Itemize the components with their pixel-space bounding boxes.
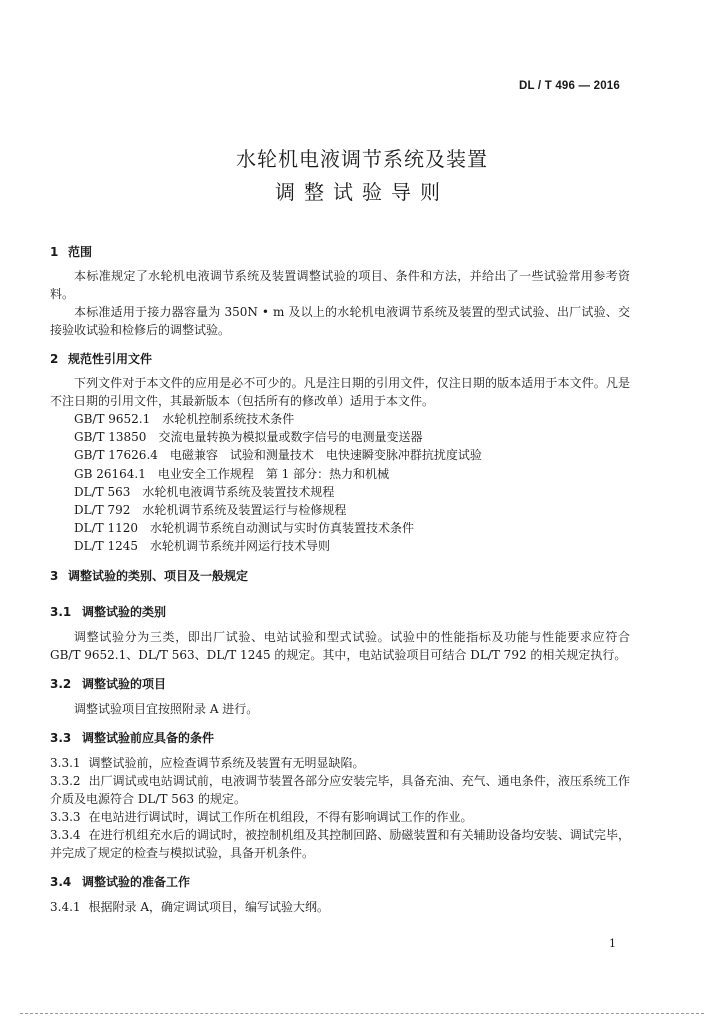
reference-item: DL/T 1120 水轮机调节系统自动测试与实时仿真装置技术条件 (74, 521, 414, 536)
section-title: 调整试验的项目 (82, 676, 167, 691)
paragraph: 调整试验分为三类，即出厂试验、电站试验和型式试验。试验中的性能指标及功能与性能要求应符合 GB/T 9652.1、DL/T 563、DL/T 1245 的规定。其中，电站试验项目可结合 DL/T 792 的相关规定执行。 (50, 629, 630, 662)
reference-item: GB/T 13850 交流电量转换为模拟量或数字信号的电测量变送器 (74, 430, 423, 445)
section-3-2-heading (50, 675, 630, 692)
clause (50, 754, 630, 772)
clause-text: 出厂调试或电站调试前，电液调节装置各部分应安装完毕，具备充油、充气、通电条件，液压系统工作介质及电源符合 DL/T 563 的规定。 (50, 773, 630, 806)
clause (50, 772, 630, 808)
clause-number: 3.4.1 (50, 899, 81, 914)
section-title: 调整试验前应具备的条件 (82, 730, 215, 745)
section-number: 2 (50, 352, 59, 366)
clause-text: 调整试验前，应检查调节系统及装置有无明显缺陷。 (88, 755, 365, 770)
section-number: 3.3 (50, 730, 72, 745)
clause-number: 3.3.1 (50, 755, 81, 770)
section-number: 3 (50, 568, 59, 583)
paragraph: 本标准适用于接力器容量为 350N • m 及以上的水轮机电液调节系统及装置的型式试验、出厂试验、交接验收试验和检修后的调整试验。 (50, 305, 630, 337)
clause (50, 898, 630, 916)
section-title: 调整试验的类别、项目及一般规定 (68, 568, 249, 583)
reference-item: DL/T 563 水轮机电液调节系统及装置技术规程 (74, 484, 335, 499)
section-2-heading (50, 350, 630, 367)
clause-number: 3.3.4 (50, 827, 81, 842)
reference-item: GB 26164.1 电业安全工作规程 第 1 部分：热力和机械 (74, 466, 390, 481)
document-body (50, 243, 630, 916)
section-3-4-heading (50, 873, 630, 890)
section-3-heading (50, 567, 630, 584)
page-number: 1 (609, 937, 616, 950)
clause-text: 根据附录 A，确定调试项目，编写试验大纲。 (88, 899, 330, 914)
reference-item: DL/T 1245 水轮机调节系统并网运行技术导则 (74, 539, 330, 554)
page-bottom-divider (20, 1013, 704, 1014)
reference-item: GB/T 9652.1 水轮机控制系统技术条件 (74, 412, 295, 426)
paragraph: 本标准规定了水轮机电液调节系统及装置调整试验的项目、条件和方法，并给出了一些试验常用参考资料。 (50, 269, 630, 301)
section-3-1-heading (50, 603, 630, 620)
section-title: 调整试验的准备工作 (82, 874, 191, 889)
section-number: 3.1 (50, 604, 72, 619)
clause-number: 3.3.3 (50, 809, 81, 824)
clause-number: 3.3.2 (50, 773, 81, 788)
standard-code: DL / T 496 — 2016 (519, 80, 620, 92)
clause-text: 在电站进行调试时，调试工作所在机组段，不得有影响调试工作的作业。 (88, 809, 473, 824)
clause-text: 在进行机组充水后的调试时，被控制机组及其控制回路、励磁装置和有关辅助设备均安装、调试完毕，并完成了规定的检查与模拟试验，具备开机条件。 (50, 827, 630, 860)
section-title: 调整试验的类别 (82, 604, 167, 619)
document-subtitle: 调整试验导则 (275, 180, 449, 204)
reference-item: GB/T 17626.4 电磁兼容 试验和测量技术 电快速瞬变脉冲群抗扰度试验 (74, 448, 482, 463)
paragraph: 调整试验项目宜按照附录 A 进行。 (74, 701, 259, 716)
reference-item: DL/T 792 水轮机调节系统及装置运行与检修规程 (74, 503, 347, 518)
section-3-3-heading (50, 729, 630, 746)
section-number: 3.4 (50, 874, 72, 889)
section-number: 1 (50, 245, 59, 259)
reference-list (50, 410, 630, 556)
clause (50, 808, 630, 826)
section-1-heading (50, 243, 630, 260)
section-title: 规范性引用文件 (68, 352, 153, 366)
clause (50, 826, 630, 862)
document-title: 水轮机电液调节系统及装置 (236, 147, 488, 171)
paragraph: 下列文件对于本文件的应用是必不可少的。凡是注日期的引用文件，仅注日期的版本适用于本文件。凡是不注日期的引用文件，其最新版本（包括所有的修改单）适用于本文件。 (50, 376, 630, 408)
section-number: 3.2 (50, 676, 72, 691)
section-title: 范围 (68, 245, 93, 259)
